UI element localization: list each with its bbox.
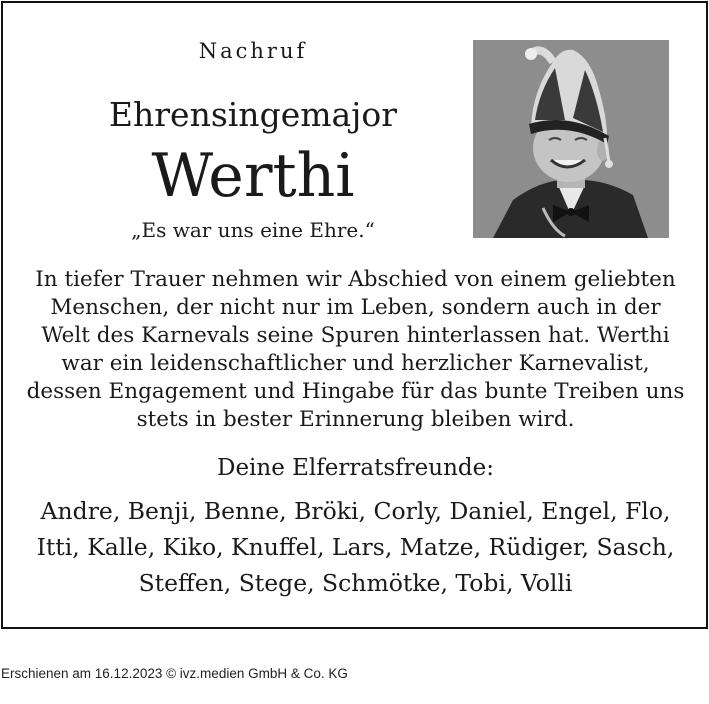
obituary-kicker: Nachruf [198,39,308,63]
obituary-name: Werthi [151,141,355,211]
obituary-frame [1,1,708,629]
publication-footer: Erschienen am 16.12.2023 © ivz.medien GmbH & Co. KG [1,666,348,681]
friends-names: Andre, Benji, Benne, Bröki, Corly, Daniel, Engel, Flo, Itti, Kalle, Kiko, Knuffel, Lars, Matze, Rüdiger, Sasch, Steffen, Stege, Schmötke, Tobi, Volli [36,497,675,597]
portrait-photo [473,40,669,238]
obituary-body: In tiefer Trauer nehmen wir Abschied von einem geliebten Menschen, der nicht nur im Leben, sondern auch in der Welt des Karnevals seine Spuren hinterlassen hat. Werthi war ein leidenschaftlicher und herzlicher Karnevalist, dessen Engagement und Hingabe für das bunte Treiben uns stets in bester Erinnerung bleiben wird. [26,267,685,432]
portrait-illustration [473,40,669,238]
obituary-quote: „Es war uns eine Ehre.“ [131,218,375,242]
friends-label: Deine Elferratsfreunde: [217,455,494,481]
obituary-title: Ehrensingemajor [108,95,398,134]
